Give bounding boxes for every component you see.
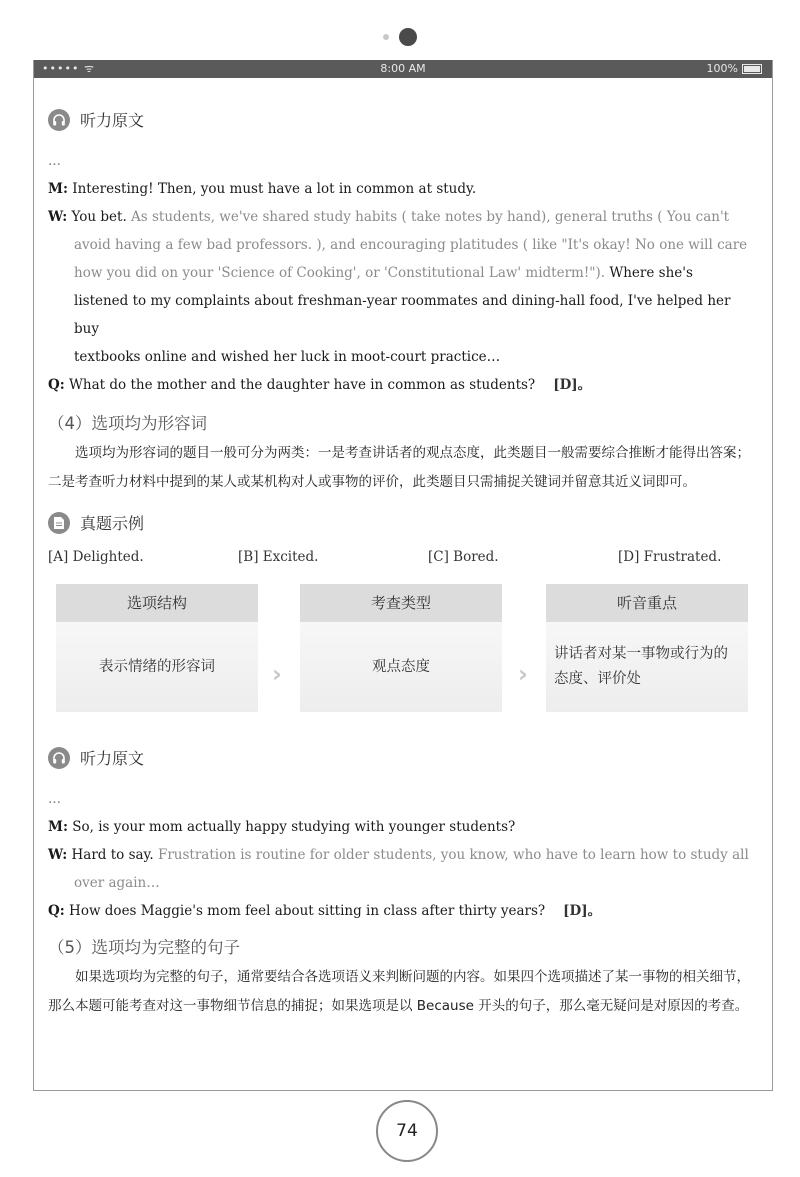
pager-dot-active xyxy=(399,28,417,46)
pager-dots xyxy=(0,26,800,46)
battery-indicator xyxy=(707,60,762,78)
speaker-label: Q: xyxy=(48,377,65,393)
page-content xyxy=(48,78,758,1021)
dialogue-line-w-cont: textbooks online and wished her luck in moot-court practice… xyxy=(74,349,501,365)
transcript-title: 听力原文 xyxy=(80,749,145,768)
transcript-title: 听力原文 xyxy=(80,111,145,130)
answer-label: [D]。 xyxy=(553,377,592,393)
flow-arrow-icon: › xyxy=(518,660,528,688)
flow-box-body: 观点态度 xyxy=(300,622,502,712)
flow-box-type xyxy=(300,584,502,712)
dialogue-line-w xyxy=(48,841,758,869)
dialogue-line-w-cont: over again… xyxy=(74,875,160,891)
headphones-icon xyxy=(48,747,70,769)
speaker-label: Q: xyxy=(48,903,65,919)
dialogue-text: So, is your mom actually happy studying with younger students? xyxy=(72,819,516,835)
dialogue-line-m xyxy=(48,175,758,203)
dialogue-text-highlight: As students, we've shared study habits ( take notes by hand), general truths ( You can't xyxy=(131,209,730,225)
dialogue-line-w-cont xyxy=(48,259,758,287)
transcript-heading-1 xyxy=(48,108,758,131)
flow-box-focus xyxy=(546,584,748,712)
battery-percent: 100% xyxy=(706,62,738,75)
pager-dot-inactive xyxy=(383,34,389,40)
dialogue-line-w-cont: avoid having a few bad professors. ), and encouraging platitudes ( like "It's okay! No one will care xyxy=(74,237,748,253)
signal-dots: ••••• xyxy=(42,62,80,75)
flow-box-body: 表示情绪的形容词 xyxy=(56,622,258,712)
subsection-title-4: （4）选项均为形容词 xyxy=(48,414,207,433)
wifi-icon: ᯤ xyxy=(83,62,95,75)
transcript-heading-2 xyxy=(48,746,758,769)
subsection-paragraph-5: 如果选项均为完整的句子，通常要结合各选项语义来判断问题的内容。如果四个选项描述了某一事物的相关细节，那么本题可能考查对这一事物细节信息的捕捉；如果选项是以 Because 开头的句子，那么毫无疑问是对原因的考查。 xyxy=(48,969,750,1014)
dialogue-text: Hard to say. xyxy=(71,847,154,863)
option-b: [B] Excited. xyxy=(238,549,319,565)
dialogue-text: Where she's xyxy=(609,265,693,281)
speaker-label: W: xyxy=(48,847,68,863)
dialogue-text: You bet. xyxy=(71,209,127,225)
flow-box-body: 讲话者对某一事物或行为的态度、评价处 xyxy=(546,622,748,712)
option-a: [A] Delighted. xyxy=(48,549,144,565)
headphones-icon xyxy=(48,109,70,131)
options-row xyxy=(48,544,758,570)
flow-box-head: 听音重点 xyxy=(546,584,748,622)
battery-icon xyxy=(742,64,762,74)
speaker-label: W: xyxy=(48,209,68,225)
dialogue-line-w-cont: listened to my complaints about freshman-year roommates and dining-hall food, I've helped her buy xyxy=(74,293,731,337)
analysis-flow xyxy=(48,584,758,712)
status-time: 8:00 AM xyxy=(380,62,426,75)
flow-box-head: 选项结构 xyxy=(56,584,258,622)
dialogue-text-highlight: Frustration is routine for older students, you know, who have to learn how to study all xyxy=(157,847,749,863)
tablet-frame xyxy=(33,60,773,1091)
document-icon xyxy=(48,512,70,534)
example-heading xyxy=(48,511,758,534)
page-number: 74 xyxy=(376,1100,438,1162)
option-c: [C] Bored. xyxy=(428,549,499,565)
dialogue-text: Interesting! Then, you must have a lot in common at study. xyxy=(72,181,477,197)
dialogue-text-highlight: how you did on your 'Science of Cooking', or 'Constitutional Law' midterm!"). xyxy=(74,265,606,281)
subsection-paragraph-4: 选项均为形容词的题目一般可分为两类：一是考查讲话者的观点态度，此类题目一般需要综合推断才能得出答案；二是考查听力材料中提到的某人或某机构对人或事物的评价，此类题目只需捕捉关键词并留意其近义词即可。 xyxy=(48,445,750,490)
ellipsis: … xyxy=(48,792,61,807)
speaker-label: M: xyxy=(48,181,68,197)
flow-box-head: 考查类型 xyxy=(300,584,502,622)
flow-box-structure xyxy=(56,584,258,712)
option-d: [D] Frustrated. xyxy=(618,549,722,565)
dialogue-line-m xyxy=(48,813,758,841)
speaker-label: M: xyxy=(48,819,68,835)
question-text: How does Maggie's mom feel about sitting in class after thirty years? xyxy=(69,903,546,919)
flow-arrow-icon: › xyxy=(272,660,282,688)
subsection-title-5: （5）选项均为完整的句子 xyxy=(48,938,240,957)
example-title: 真题示例 xyxy=(80,514,145,533)
question-line xyxy=(48,371,758,399)
question-line xyxy=(48,897,758,925)
answer-label: [D]。 xyxy=(563,903,602,919)
dialogue-line-w xyxy=(48,203,758,231)
status-bar xyxy=(34,60,772,78)
ellipsis: … xyxy=(48,154,61,169)
question-text: What do the mother and the daughter have in common as students? xyxy=(69,377,536,393)
